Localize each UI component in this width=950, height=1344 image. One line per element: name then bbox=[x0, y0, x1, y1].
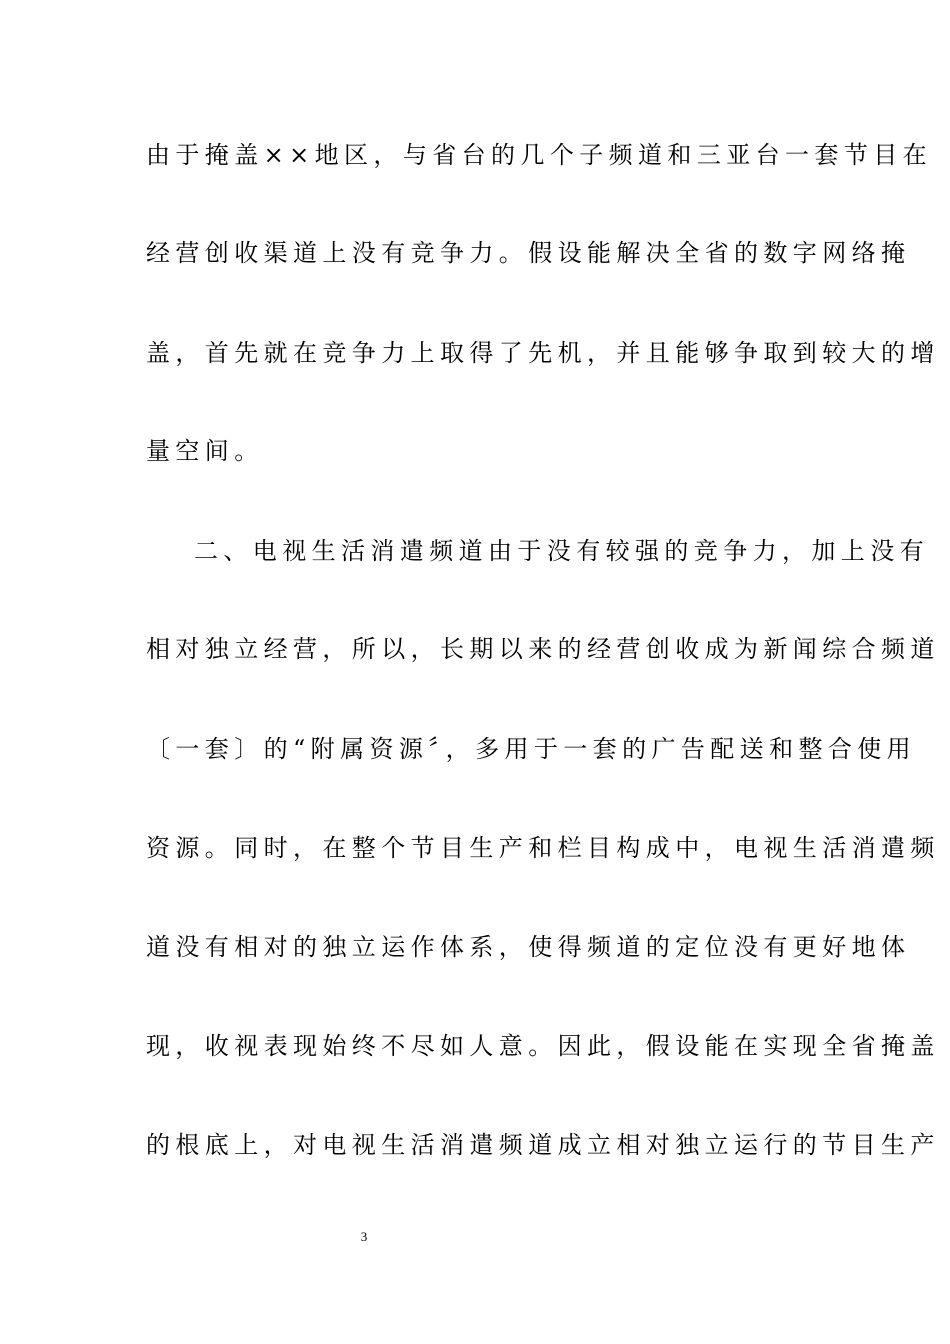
body-text-line: 现，收视表现始终不尽如人意。因此，假设能在实现全省掩盖 bbox=[146, 1032, 940, 1060]
body-text-line: 相对独立经营，所以，长期以来的经营创收成为新闻综合频道 bbox=[146, 635, 940, 663]
body-text-line: 盖，首先就在竞争力上取得了先机，并且能够争取到较大的增 bbox=[146, 339, 940, 367]
page-number: 3 bbox=[360, 1229, 368, 1244]
body-text-line: 由于掩盖××地区，与省台的几个子频道和三亚台一套节目在 bbox=[146, 141, 933, 169]
paragraph-start-line: 二、电视生活消遣频道由于没有较强的竞争力，加上没有 bbox=[194, 537, 929, 565]
body-text-line: 道没有相对的独立运作体系，使得频道的定位没有更好地体 bbox=[146, 933, 911, 961]
body-text-line: 的根底上，对电视生活消遣频道成立相对独立运行的节目生产 bbox=[146, 1131, 940, 1159]
body-text-line: 资源。同时，在整个节目生产和栏目构成中，电视生活消遣频 bbox=[146, 834, 940, 862]
body-text-line: 量空间。 bbox=[146, 437, 264, 465]
body-text-line: 经营创收渠道上没有竞争力。假设能解决全省的数字网络掩 bbox=[146, 239, 911, 267]
body-text-line: 〔一套〕的“附属资源〞，多用于一套的广告配送和整合使用 bbox=[146, 735, 917, 763]
